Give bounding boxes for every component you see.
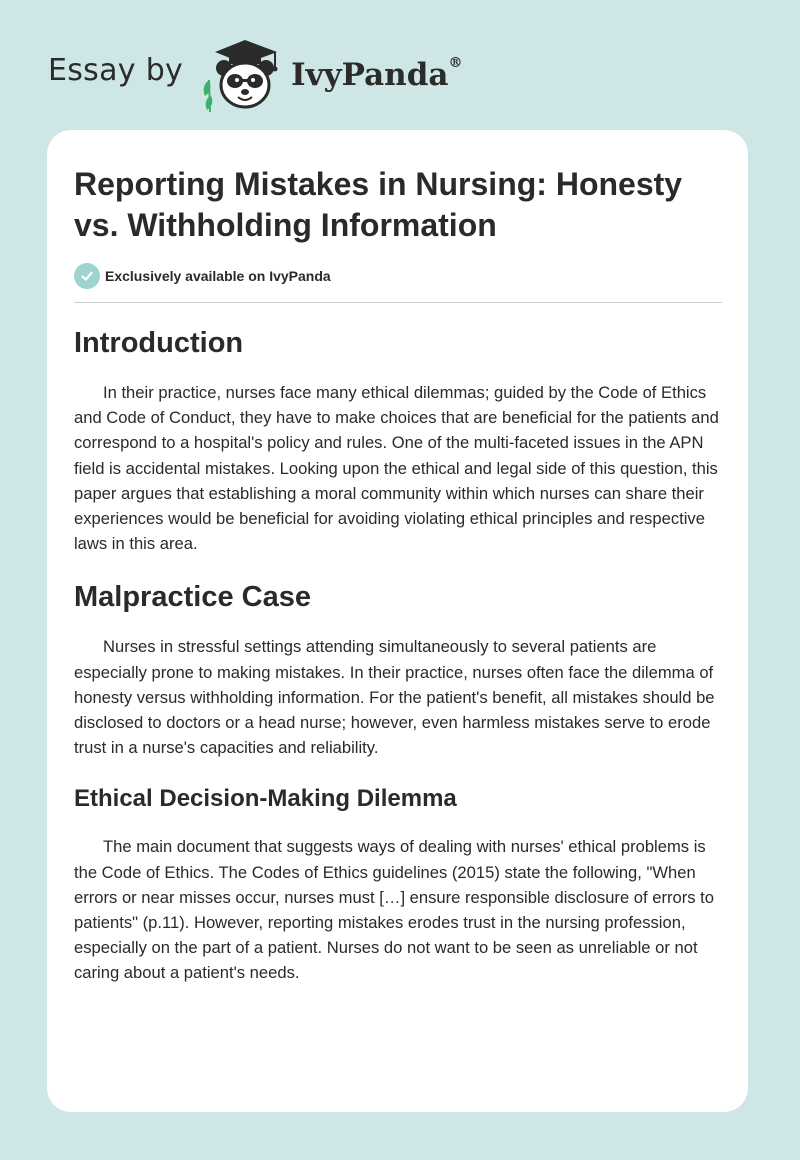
exclusive-badge — [74, 263, 722, 289]
essay-title — [74, 164, 722, 246]
site-header — [48, 34, 463, 114]
essay-title-line-2: vs. Withholding Information — [74, 207, 497, 243]
exclusive-badge-label: Exclusively available on IvyPanda — [105, 268, 331, 284]
check-icon — [74, 263, 100, 289]
essay-title-line-1: Reporting Mistakes in Nursing: Honesty — [74, 166, 683, 202]
registered-mark: ® — [448, 55, 463, 71]
title-divider — [74, 302, 722, 303]
section-body-introduction: In their practice, nurses face many ethical dilemmas; guided by the Code of Ethics and Code of Conduct, they have to make choices that are beneficial for the patients and correspond to a hospital's policy and rules. One of the multi-faceted issues in the APN field is accidental mistakes. Looking upon the ethical and legal side of this question, this paper argues that establishing a moral community within which nurses can share their experiences would be beneficial for avoiding violating ethical principles and respective laws in this area. — [74, 383, 719, 554]
section-heading-introduction: Introduction — [74, 327, 244, 359]
essay-content — [74, 164, 722, 986]
section-body-ethical-dilemma: The main document that suggests ways of dealing with nurses' ethical problems is the Code of Ethics. The Codes of Ethics guidelines (2015) state the following, "When errors or near misses occur, nurses must […] ensure responsible disclosure of errors to patients" (p.11). However, reporting mistakes erodes trust in the nursing profession, especially on the part of a patient. Nurses do not want to be seen as unreliable or not caring about a patient's needs. — [74, 837, 715, 983]
section-heading-malpractice-case: Malpractice Case — [74, 581, 311, 614]
essay-by-label: Essay by — [48, 52, 184, 88]
panda-logo-icon — [195, 34, 287, 114]
section-heading-ethical-dilemma: Ethical Decision-Making Dilemma — [74, 785, 457, 813]
brand-name[interactable]: IvyPanda® — [291, 55, 463, 93]
section-body-malpractice-case: Nurses in stressful settings attending simultaneously to several patients are especially prone to making mistakes. In their practice, nurses often face the dilemma of honesty versus withholding information. For the patient's benefit, all mistakes should be disclosed to doctors or a head nurse; however, even harmless mistakes serve to erode trust in a nurse's capacities and reliability. — [74, 637, 715, 758]
essay-card — [47, 130, 748, 1112]
